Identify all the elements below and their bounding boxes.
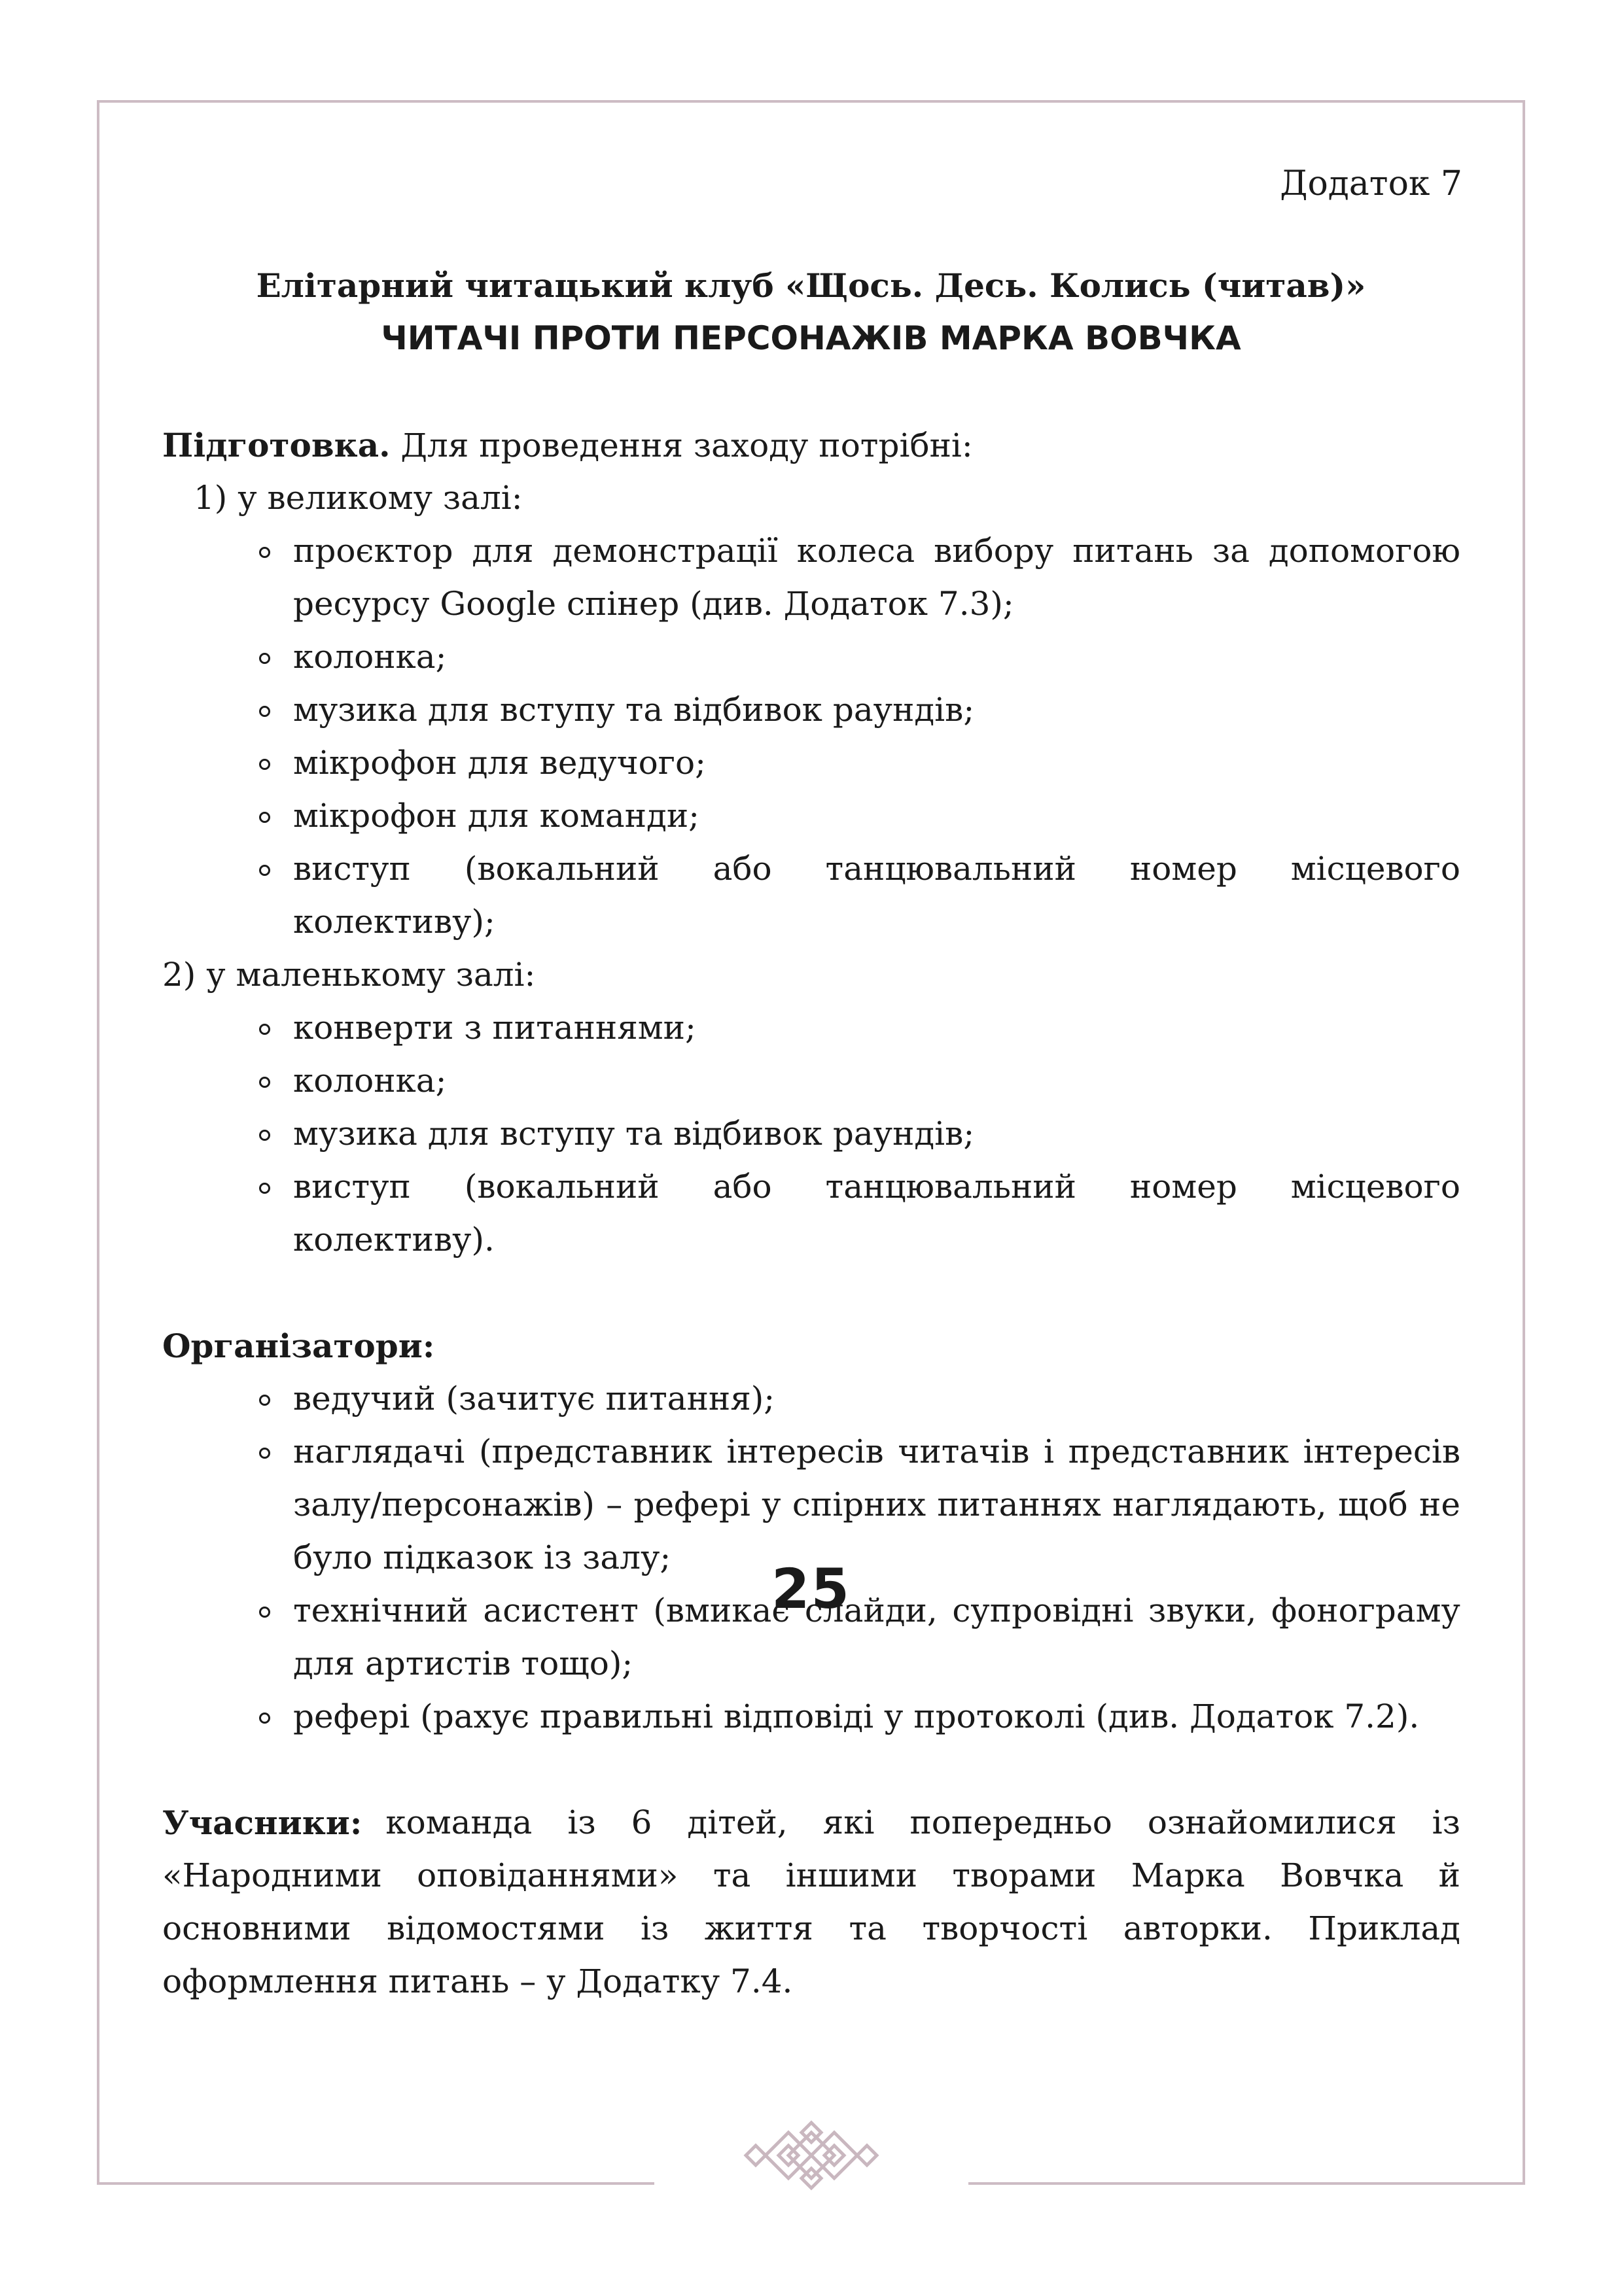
bullet-icon bbox=[259, 1130, 270, 1141]
list-item bbox=[162, 1690, 1460, 1743]
word: із bbox=[567, 1803, 596, 1841]
word: місцевого bbox=[1290, 850, 1460, 888]
word: супровідні bbox=[952, 1592, 1134, 1629]
word: Вовчка bbox=[1280, 1856, 1404, 1894]
word: із bbox=[1432, 1803, 1460, 1841]
word: питань bbox=[1072, 532, 1193, 570]
preparation-heading: Підготовка. bbox=[162, 426, 391, 464]
preparation-intro bbox=[162, 419, 1460, 472]
bullet-icon bbox=[259, 865, 270, 876]
word: оповіданнями» bbox=[417, 1856, 679, 1894]
word: або bbox=[713, 1168, 772, 1206]
list-item-text: мікрофон для ведучого; bbox=[293, 744, 706, 782]
list-item-text: ресурсу Google спінер (див. Додаток 7.3); bbox=[293, 585, 1014, 623]
word: вибору bbox=[934, 532, 1054, 570]
word: (вмикає bbox=[653, 1592, 790, 1629]
word: колеса bbox=[796, 532, 915, 570]
annex-label: Додаток 7 bbox=[1280, 164, 1462, 203]
word: за bbox=[1212, 532, 1250, 570]
word: наглядачі bbox=[293, 1433, 465, 1470]
preparation-intro-text: Для проведення заходу потрібні: bbox=[390, 426, 973, 464]
word: виступ bbox=[293, 1168, 411, 1206]
word: номер bbox=[1129, 850, 1237, 888]
word: основними bbox=[162, 1909, 351, 1947]
word: Марка bbox=[1131, 1856, 1245, 1894]
bullet-icon bbox=[259, 706, 270, 717]
word: інтересів bbox=[1303, 1433, 1460, 1470]
word: у bbox=[762, 1486, 781, 1523]
word: технічний bbox=[293, 1592, 468, 1629]
word: наглядають, bbox=[1112, 1486, 1327, 1523]
bullet-icon bbox=[259, 1183, 270, 1194]
word: допомогою bbox=[1268, 532, 1460, 570]
word: (представник bbox=[478, 1433, 713, 1470]
word: із bbox=[641, 1909, 669, 1947]
bullet-icon bbox=[259, 547, 270, 558]
word: (вокальний bbox=[464, 1168, 660, 1206]
bullet-icon bbox=[259, 1448, 270, 1459]
page-number: 25 bbox=[771, 1557, 851, 1621]
list-item-text: рефері (рахує правильні відповіді у протоколі (див. Додаток 7.2). bbox=[293, 1697, 1420, 1735]
word: демонстрації bbox=[552, 532, 778, 570]
bullet-icon bbox=[259, 1395, 270, 1406]
hall2-label: 2) у маленькому залі: bbox=[162, 956, 536, 994]
word: не bbox=[1419, 1486, 1460, 1523]
list-item-text: для артистів тощо); bbox=[293, 1644, 633, 1682]
word: щоб bbox=[1338, 1486, 1408, 1523]
word: які bbox=[822, 1803, 875, 1841]
word: – bbox=[606, 1486, 623, 1523]
word: та bbox=[849, 1909, 887, 1947]
list-item bbox=[162, 790, 1460, 843]
bullet-icon bbox=[259, 1713, 270, 1724]
word: команда bbox=[385, 1803, 533, 1841]
list-item bbox=[162, 1054, 1460, 1107]
word: проєктор bbox=[293, 532, 453, 570]
ornament-graphic bbox=[707, 2103, 916, 2208]
word: рефері bbox=[633, 1486, 750, 1523]
justified-line bbox=[293, 843, 1460, 896]
list-item-text: колективу). bbox=[293, 1221, 495, 1259]
event-title: ЧИТАЧІ ПРОТИ ПЕРСОНАЖІВ МАРКА ВОВЧКА bbox=[381, 319, 1241, 357]
ornament-icon bbox=[707, 2103, 916, 2210]
bullet-icon bbox=[259, 1077, 270, 1088]
word: номер bbox=[1129, 1168, 1237, 1206]
word: або bbox=[713, 850, 772, 888]
word: та bbox=[713, 1856, 751, 1894]
bullet-icon bbox=[259, 812, 270, 823]
word: спірних bbox=[792, 1486, 926, 1523]
word: творами bbox=[952, 1856, 1097, 1894]
list-item bbox=[162, 631, 1460, 684]
spacer bbox=[162, 1266, 1460, 1319]
spacer bbox=[162, 1743, 1460, 1796]
list-item bbox=[162, 525, 1460, 631]
word: і bbox=[1044, 1433, 1055, 1470]
word: слайди, bbox=[804, 1592, 938, 1629]
word: танцювальний bbox=[825, 850, 1076, 888]
list-item-text: музика для вступу та відбивок раундів; bbox=[293, 1115, 975, 1153]
list-item-text: колонка; bbox=[293, 1062, 447, 1100]
word: й bbox=[1438, 1856, 1460, 1894]
word: дітей, bbox=[687, 1803, 788, 1841]
word: (вокальний bbox=[464, 850, 660, 888]
list-item-text: конверти з питаннями; bbox=[293, 1009, 696, 1047]
word: звуки, bbox=[1148, 1592, 1257, 1629]
list-item-text: було підказок із залу; bbox=[293, 1539, 671, 1576]
list-item-text: ведучий (зачитує питання); bbox=[293, 1380, 775, 1418]
list-item-text: мікрофон для команди; bbox=[293, 797, 700, 835]
list-item-text: колективу); bbox=[293, 903, 495, 941]
organizers-heading: Організатори: bbox=[162, 1327, 435, 1365]
list-item bbox=[162, 1160, 1460, 1266]
word: ознайомилися bbox=[1147, 1803, 1397, 1841]
word: життя bbox=[704, 1909, 813, 1947]
word: представник bbox=[1068, 1433, 1289, 1470]
word: іншими bbox=[785, 1856, 918, 1894]
justified-line bbox=[293, 525, 1460, 578]
word: авторки. bbox=[1123, 1909, 1273, 1947]
list-item bbox=[162, 843, 1460, 948]
word: місцевого bbox=[1290, 1168, 1460, 1206]
justified-line bbox=[162, 1849, 1460, 1902]
list-item-text: колонка; bbox=[293, 638, 447, 676]
participants-line bbox=[162, 1796, 1460, 1849]
word: фонограму bbox=[1271, 1592, 1460, 1629]
list-item bbox=[162, 684, 1460, 737]
document-body bbox=[162, 419, 1460, 2008]
justified-line bbox=[293, 1478, 1460, 1531]
word: творчості bbox=[922, 1909, 1088, 1947]
word: виступ bbox=[293, 850, 411, 888]
bullet-icon bbox=[259, 759, 270, 770]
word: танцювальний bbox=[825, 1168, 1076, 1206]
justified-line bbox=[293, 1160, 1460, 1213]
word: питаннях bbox=[937, 1486, 1101, 1523]
hall1-label: 1) у великому залі: bbox=[194, 479, 523, 517]
bullet-icon bbox=[259, 653, 270, 664]
club-title: Елітарний читацький клуб «Щось. Десь. Колись (читав)» bbox=[256, 266, 1366, 305]
list-item-text: музика для вступу та відбивок раундів; bbox=[293, 691, 975, 729]
list-item bbox=[162, 737, 1460, 790]
word: читачів bbox=[898, 1433, 1030, 1470]
list-item bbox=[162, 1372, 1460, 1425]
word: залу/персонажів) bbox=[293, 1486, 595, 1523]
bullet-icon bbox=[259, 1024, 270, 1035]
word: «Народними bbox=[162, 1856, 382, 1894]
list-item bbox=[162, 1001, 1460, 1054]
word: 6 bbox=[631, 1803, 652, 1841]
word: для bbox=[472, 532, 534, 570]
justified-line bbox=[162, 1902, 1460, 1955]
list-item bbox=[162, 1107, 1460, 1160]
word: Приклад bbox=[1308, 1909, 1460, 1947]
participants-last-line: оформлення питань – у Додатку 7.4. bbox=[162, 1962, 793, 2000]
word: відомостями bbox=[387, 1909, 605, 1947]
participants-first-line bbox=[385, 1796, 1460, 1849]
word: асистент bbox=[483, 1592, 639, 1629]
word: інтересів bbox=[726, 1433, 884, 1470]
justified-line bbox=[293, 1425, 1460, 1478]
participants-heading: Учасники: bbox=[162, 1803, 362, 1842]
word: попередньо bbox=[909, 1803, 1112, 1841]
